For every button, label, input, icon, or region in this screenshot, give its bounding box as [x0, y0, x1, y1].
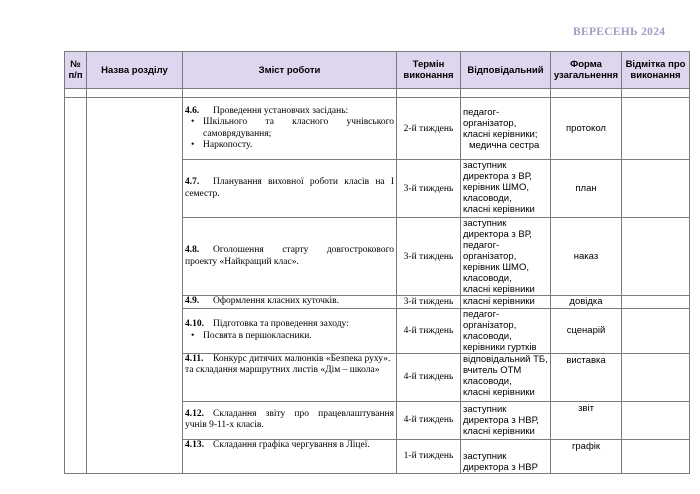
content-cell: 4.8. Оголошення старту довгострокового проекту «Найкращий клас».: [183, 218, 397, 296]
content-cell: 4.10. Підготовка та проведення заходу: • Посвята в першокласники.: [183, 308, 397, 353]
mark-cell: [622, 98, 690, 160]
header-responsible: Відповідальний: [461, 52, 551, 89]
header-mark: Відмітка про виконання: [622, 52, 690, 89]
content-cell: 4.11. Конкурс дитячих малюнків «Безпека руху». та складання маршрутних листів «Дім – школа»: [183, 353, 397, 401]
term-cell: 1-й тиждень: [397, 439, 461, 473]
header-term: Термін виконання: [397, 52, 461, 89]
responsible-cell: педагог-організатор, класні керівники; медична сестра: [461, 98, 551, 160]
table-header-row: [65, 52, 690, 89]
term-cell: 4-й тиждень: [397, 401, 461, 439]
form-cell: наказ: [551, 218, 622, 296]
term-cell: 3-й тиждень: [397, 296, 461, 309]
form-cell: сценарій: [551, 308, 622, 353]
term-cell: 3-й тиждень: [397, 160, 461, 218]
spacer-row: [65, 89, 690, 98]
form-cell: протокол: [551, 98, 622, 160]
list-item: • Шкільного та класного учнівського самоврядування;: [197, 117, 394, 140]
mark-cell: [622, 308, 690, 353]
header-num: № п/п: [65, 52, 87, 89]
bullet-list: [185, 117, 394, 152]
content-cell: 4.9. Оформлення класних куточків.: [183, 296, 397, 309]
mark-cell: [622, 296, 690, 309]
mark-cell: [622, 218, 690, 296]
bullet-list: [185, 331, 394, 343]
mark-cell: [622, 160, 690, 218]
header-form: Форма узагальнення: [551, 52, 622, 89]
term-cell: 2-й тиждень: [397, 98, 461, 160]
mark-cell: [622, 401, 690, 439]
header-content: Зміст роботи: [183, 52, 397, 89]
form-cell: довідка: [551, 296, 622, 309]
responsible-cell: заступник директора з ВР, керівник ШМО, класоводи, класні керівники: [461, 160, 551, 218]
month-title: ВЕРЕСЕНЬ 2024: [573, 26, 666, 38]
responsible-cell: заступник директора з НВР: [461, 439, 551, 473]
responsible-cell: заступник директора з НВР, класні керівники: [461, 401, 551, 439]
content-cell: 4.6. Проведення установчих засідань: • Шкільного та класного учнівського самоврядування; • Наркопосту.: [183, 98, 397, 160]
content-cell: 4.13. Складання графіка чергування в Ліцеї.: [183, 439, 397, 473]
header-section: Назва розділу: [87, 52, 183, 89]
term-cell: 4-й тиждень: [397, 308, 461, 353]
mark-cell: [622, 353, 690, 401]
content-cell: 4.7. Планування виховної роботи класів на І семестр.: [183, 160, 397, 218]
form-cell: виставка: [551, 353, 622, 401]
form-cell: звіт: [551, 401, 622, 439]
responsible-cell: відповідальний ТБ, вчитель ОТМ класоводи, класні керівники: [461, 353, 551, 401]
form-cell: графік: [551, 439, 622, 473]
table-row: [65, 98, 690, 160]
mark-cell: [622, 439, 690, 473]
responsible-cell: педагог-організатор, класоводи, керівники гуртків: [461, 308, 551, 353]
responsible-cell: класні керівники: [461, 296, 551, 309]
list-item: • Наркопосту.: [197, 140, 394, 152]
work-plan-table: [64, 51, 690, 474]
term-cell: 4-й тиждень: [397, 353, 461, 401]
form-cell: план: [551, 160, 622, 218]
list-item: • Посвята в першокласники.: [197, 331, 394, 343]
content-cell: 4.12. Складання звіту про працевлаштування учнів 9-11-х класів.: [183, 401, 397, 439]
term-cell: 3-й тиждень: [397, 218, 461, 296]
responsible-cell: заступник директора з ВР, педагог-організатор, керівник ШМО, класоводи, класні керівники: [461, 218, 551, 296]
